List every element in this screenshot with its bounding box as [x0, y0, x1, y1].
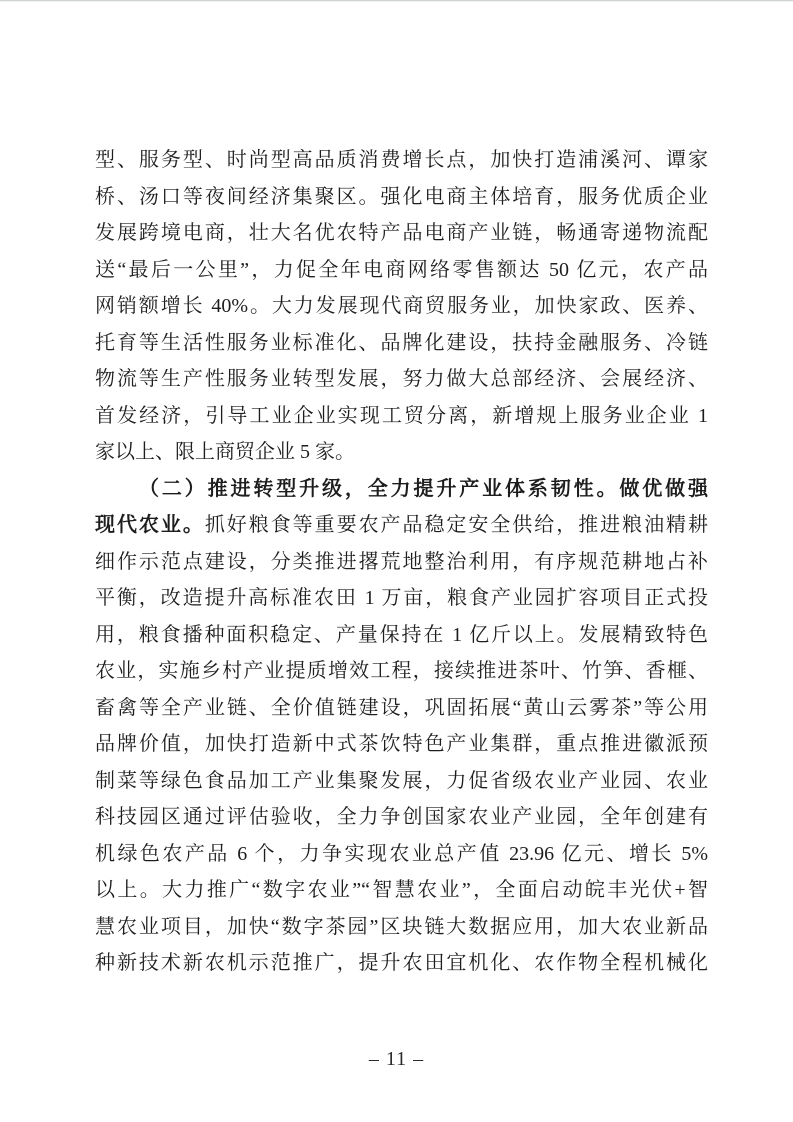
text-segment: 细作示范点建设，分类推进撂荒地整治利用，有序规范耕地占补 [95, 550, 708, 573]
text-line [95, 617, 708, 654]
text-line [95, 909, 708, 946]
text-segment: 用，粮食播种面积稳定、产量保持在 1 亿斤以上。发展精致特色 [95, 623, 708, 646]
text-segment: 抓好粮食等重要农产品稳定安全供给，推进粮油精耕 [204, 514, 709, 536]
text-line [95, 398, 708, 435]
text-segment: 慧农业项目，加快“数字茶园”区块链大数据应用，加大农业新品 [95, 915, 708, 938]
text-line [95, 288, 708, 325]
text-segment: 农业，实施乡村产业提质增效工程，接续推进茶叶、竹笋、香榧、 [95, 660, 708, 682]
text-segment: 型、服务型、时尚型高品质消费增长点，加快打造浦溪河、谭家 [95, 149, 708, 171]
text-line [95, 580, 708, 617]
text-segment-heading: （二）推进转型升级，全力提升产业体系韧性。 [139, 477, 620, 500]
text-line [95, 653, 708, 690]
text-line [95, 690, 708, 727]
text-segment-bold: 做优做强 [619, 477, 708, 500]
text-segment: 送“最后一公里”，力促全年电商网络零售额达 50 亿元，农产品 [95, 258, 708, 281]
text-segment: 制菜等绿色食品加工产业集聚发展，力促省级农业产业园、农业 [95, 769, 708, 792]
text-segment: 托育等生活性服务业标准化、品牌化建设，扶持金融服务、冷链 [95, 331, 708, 354]
text-line [95, 179, 708, 216]
text-line [95, 361, 708, 398]
page-number: – 11 – [368, 1048, 425, 1070]
text-segment: 家以上、限上商贸企业 5 家。 [95, 441, 355, 463]
text-segment: 桥、汤口等夜间经济集聚区。强化电商主体培育，服务优质企业 [95, 185, 708, 208]
text-segment: 平衡，改造提升高标准农田 1 万亩，粮食产业园扩容项目正式投 [95, 587, 708, 609]
text-line [95, 252, 708, 289]
text-line [95, 471, 708, 508]
text-segment: 科技园区通过评估验收，全力争创国家农业产业园，全年创建有 [95, 806, 708, 828]
text-segment: 物流等生产性服务业转型发展，努力做大总部经济、会展经济、 [95, 368, 708, 390]
text-line [95, 215, 708, 252]
text-line [95, 142, 708, 179]
text-line [95, 544, 708, 581]
text-segment: 首发经济，引导工业企业实现工贸分离，新增规上服务业企业 1 [95, 404, 708, 427]
text-line [95, 434, 708, 471]
text-segment-bold: 现代农业。 [95, 514, 205, 536]
text-line [95, 836, 708, 873]
text-line [95, 945, 708, 982]
text-segment: 网销额增长 40%。大力发展现代商贸服务业，加快家政、医养、 [95, 295, 708, 317]
text-segment: 种新技术新农机示范推广，提升农田宜机化、农作物全程机械化 [95, 952, 708, 974]
text-line [95, 763, 708, 800]
text-segment: 畜禽等全产业链、全价值链建设，巩固拓展“黄山云雾茶”等公用 [95, 696, 708, 719]
text-segment: 机绿色农产品 6 个，力争实现农业总产值 23.96 亿元、增长 5% [95, 842, 708, 865]
text-segment: 发展跨境电商，壮大名优农特产品电商产业链，畅通寄递物流配 [95, 222, 708, 244]
text-line [95, 872, 708, 909]
text-line [95, 507, 708, 544]
scan-edge-artifact [0, 0, 793, 2]
text-line [95, 726, 708, 763]
text-segment: 品牌价值，加快打造新中式茶饮特色产业集群，重点推进徽派预 [95, 733, 708, 755]
text-segment: 以上。大力推广“数字农业”“智慧农业”，全面启动皖丰光伏+智 [95, 879, 708, 901]
text-line [95, 799, 708, 836]
text-line [95, 325, 708, 362]
document-body [95, 142, 708, 982]
